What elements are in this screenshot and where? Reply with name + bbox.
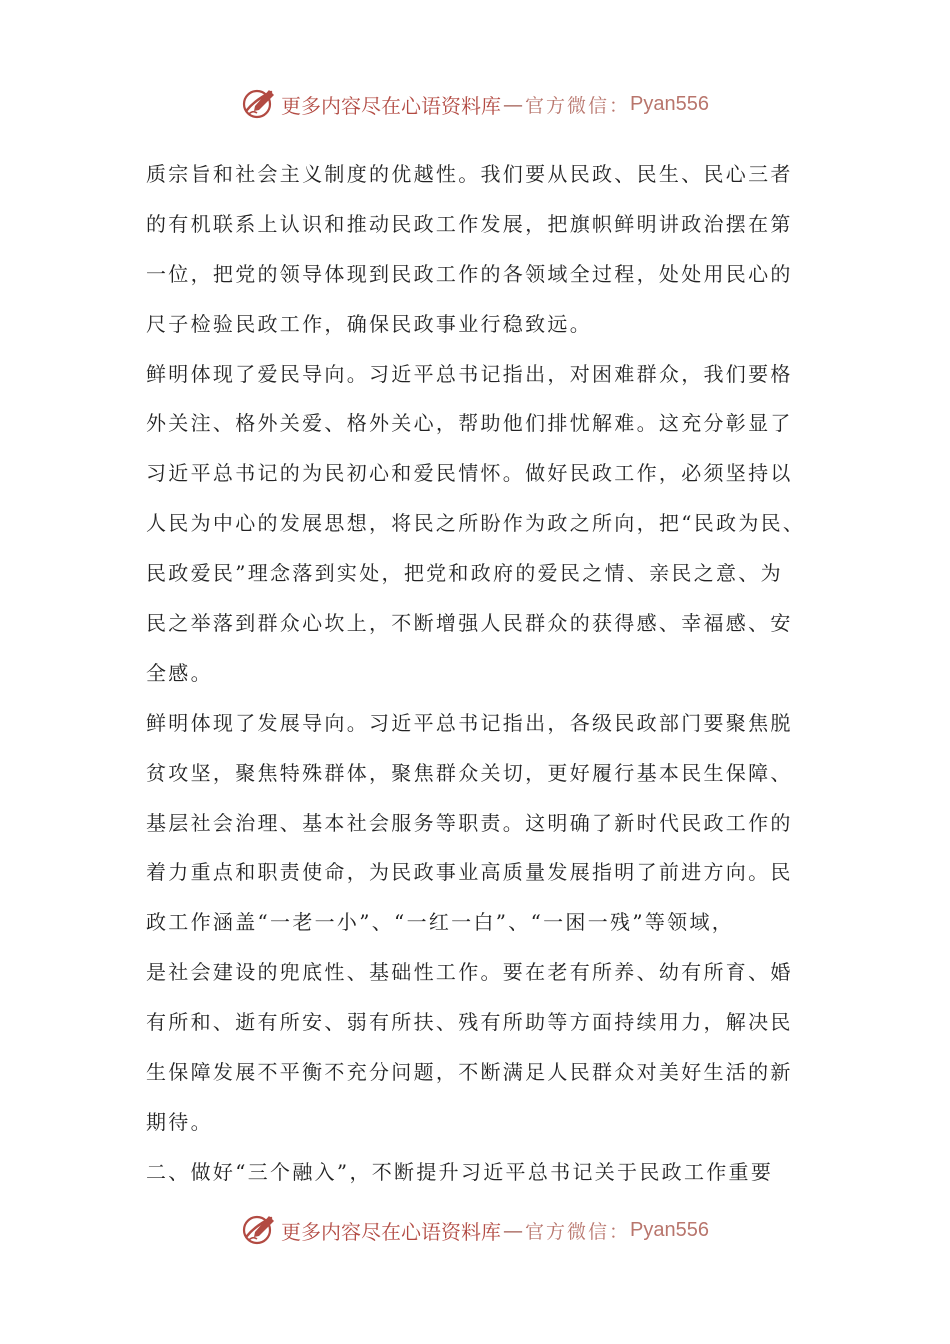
text-line: 尺子检验民政工作，确保民政事业行稳致远。 [146, 311, 592, 336]
text-line: 人民为中心的发展思想，将民之所盼作为政之所向，把“民政为民、 [146, 511, 806, 536]
text-line: 着力重点和职责使命，为民政事业高质量发展指明了前进方向。民 [146, 860, 793, 885]
text-line: 民政爱民”理念落到实处，把党和政府的爱民之情、亲民之意、为 [146, 561, 783, 586]
text-line: 民之举落到群众心坎上，不断增强人民群众的获得感、幸福感、安 [146, 611, 793, 636]
text-line: 是社会建设的兜底性、基础性工作。要在老有所养、幼有所育、婚 [146, 960, 793, 985]
text-line: 基层社会治理、基本社会服务等职责。这明确了新时代民政工作的 [146, 810, 793, 835]
text-line: 的有机联系上认识和推动民政工作发展，把旗帜鲜明讲政治摆在第 [146, 211, 793, 236]
header-banner [0, 84, 950, 124]
banner-wechat-id: Pyan556 [630, 92, 709, 115]
footer-banner [0, 1210, 950, 1250]
text-line: 期待。 [146, 1109, 213, 1134]
text-line: 一位，把党的领导体现到民政工作的各领域全过程，处处用民心的 [146, 261, 793, 286]
banner-main-text: 更多内容尽在心语资料库 [281, 93, 501, 118]
text-line: 生保障发展不平衡不充分问题，不断满足人民群众对美好生活的新 [146, 1060, 793, 1085]
pen-logo-icon [241, 1212, 277, 1248]
pen-logo-icon [241, 86, 277, 122]
text-line: 政工作涵盖“一老一小”、“一红一白”、“一困一残”等领域， [146, 910, 735, 935]
banner-wechat-id: Pyan556 [630, 1218, 709, 1241]
banner-main-text: 更多内容尽在心语资料库 [281, 1219, 501, 1244]
text-line: 习近平总书记的为民初心和爱民情怀。做好民政工作，必须坚持以 [146, 461, 793, 486]
document-body [146, 150, 816, 1198]
banner-dash: — [503, 92, 523, 116]
text-line: 贫攻坚，聚焦特殊群体，聚焦群众关切，更好履行基本民生保障、 [146, 760, 793, 785]
text-line: 鲜明体现了爱民导向。习近平总书记指出，对困难群众，我们要格 [146, 361, 793, 386]
section-heading-line: 二、做好“三个融入”，不断提升习近平总书记关于民政工作重要 [146, 1159, 774, 1184]
banner-sub-text: 官方微信： [525, 1220, 631, 1243]
text-line: 鲜明体现了发展导向。习近平总书记指出，各级民政部门要聚焦脱 [146, 710, 793, 735]
text-line: 质宗旨和社会主义制度的优越性。我们要从民政、民生、民心三者 [146, 162, 793, 186]
banner-sub-text: 官方微信： [525, 94, 631, 117]
banner-dash: — [503, 1218, 523, 1242]
text-line: 有所和、逝有所安、弱有所扶、残有所助等方面持续用力，解决民 [146, 1010, 793, 1035]
text-line: 外关注、格外关爱、格外关心，帮助他们排忧解难。这充分彰显了 [146, 411, 793, 436]
text-line: 全感。 [146, 660, 213, 685]
